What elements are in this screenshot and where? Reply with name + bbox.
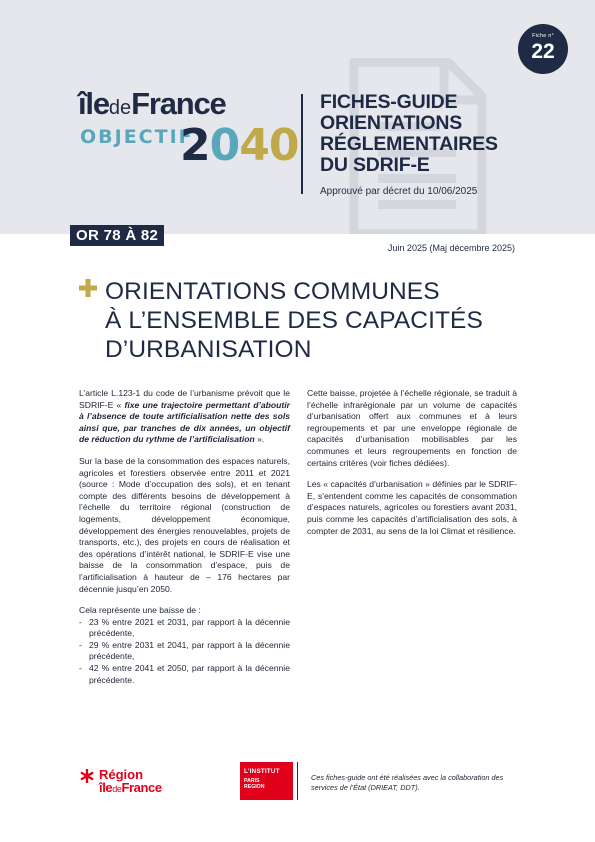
main-title	[105, 277, 525, 364]
main-title-line: D’URBANISATION	[105, 336, 312, 363]
header-divider	[301, 94, 303, 194]
body-column-left	[79, 388, 290, 686]
guide-title	[320, 92, 570, 176]
region-de: de	[112, 784, 122, 794]
region-name	[99, 780, 162, 795]
paragraph: Les « capacités d’urbanisation » définies par le SDRIF-E, s’entendent comme les capacités de consommation d’espaces naturels, agricoles ou forestiers avant 2031, puis comme les capacités d’artificialisation des sols, à compter de 2031, au sens de la loi Climat et résilience.	[307, 479, 517, 536]
logo-ile: île	[78, 86, 109, 121]
region-star-icon	[80, 769, 94, 783]
logo-de: de	[108, 97, 132, 119]
quoted-text: fixe une trajectoire permettant d’aboutir à l’absence de toute artificialisation nette des sols ainsi que, par tranches de dix années, un objectif de réduction du rythme de l’artificialisation	[79, 399, 290, 445]
list-item: - 42 % entre 2041 et 2050, par rapport à la décennie précédente.	[79, 663, 290, 686]
footer-note: Ces fiches-guide ont été réalisées avec la collaboration des services de l’État (DRIEAT, DDT).	[311, 773, 504, 792]
logo-objectif: OBJECTIF	[80, 126, 194, 148]
logo-institut-paris-region	[240, 762, 293, 800]
guide-title-line: RÉGLEMENTAIRES	[320, 133, 498, 155]
fiche-label: Fiche n°	[532, 33, 554, 39]
institut-label: L’INSTITUT	[244, 768, 280, 775]
paragraph: Cela représente une baisse de :	[79, 605, 201, 616]
institut-region: REGION	[244, 784, 265, 790]
logo-year-digit: 4	[239, 120, 269, 171]
region-france: France	[121, 780, 162, 795]
fiche-number-badge	[518, 24, 568, 74]
institut-sublabel	[244, 778, 264, 790]
body-column-right	[307, 388, 517, 547]
paragraph: Sur la base de la consommation des espaces naturels, agricoles et forestiers observée entre 2011 et 2021 (source : Mode d’occupation des sols), et en tenant compte des différents besoins de développement à l’échelle du territoire régional (construction de logements, développement économique, développement des énergies renouvelables, projets de transports, etc.), des projets en cours de réalisation et des opérations d’intérêt national, le SDRIF-E vise une baisse de la consommation d’espace, puis de l’artificialisation à hauteur de – 176 hectares par décennie jusqu’en 2050.	[79, 455, 290, 594]
logo-year-digit: 2	[180, 120, 210, 171]
region-ile: île	[99, 780, 113, 795]
paragraph: Cette baisse, projetée à l’échelle régionale, se traduit à l’échelle infrarégionale par un volume de capacités d’urbanisation offert aux communes et à leurs regroupements et par une enveloppe régionale de capacités d’urbanisation mobilisables par les communes et leurs regroupements en fonction de certains critères (voir fiches dédiées).	[307, 388, 517, 468]
orientation-tag: OR 78 À 82	[70, 225, 164, 246]
fiche-number: 22	[531, 40, 555, 63]
publication-date: Juin 2025 (Maj décembre 2025)	[387, 243, 515, 253]
institut-paris: PARIS	[244, 778, 260, 784]
guide-title-line: FICHES-GUIDE	[320, 91, 458, 113]
logo-year-digit: 0	[209, 120, 240, 171]
main-title-line: ORIENTATIONS COMMUNES	[105, 278, 440, 305]
logo-iledefrance	[78, 88, 226, 119]
region-label: Région	[99, 767, 144, 782]
paragraph-text: ».	[254, 434, 265, 445]
reduction-list	[79, 617, 290, 687]
list-item: - 23 % entre 2021 et 2031, par rapport à la décennie précédente,	[79, 617, 290, 640]
main-title-line: À L’ENSEMBLE DES CAPACITÉS	[105, 307, 483, 334]
paragraph-text: L’article L.123-1 du code de l’urbanisme prévoit que le SDRIF-E «	[79, 388, 290, 410]
list-item: - 29 % entre 2031 et 2041, par rapport à la décennie précédente,	[79, 640, 290, 663]
guide-title-line: ORIENTATIONS	[320, 112, 463, 134]
footer-divider	[297, 762, 298, 800]
plus-icon	[79, 279, 97, 297]
logo-france: France	[131, 86, 226, 121]
approval-note: Approuvé par décret du 10/06/2025	[320, 186, 478, 197]
logo-year	[180, 120, 299, 171]
guide-title-line: DU SDRIF-E	[320, 154, 430, 176]
paragraph	[79, 388, 290, 446]
logo-year-digit: 0	[268, 120, 299, 171]
